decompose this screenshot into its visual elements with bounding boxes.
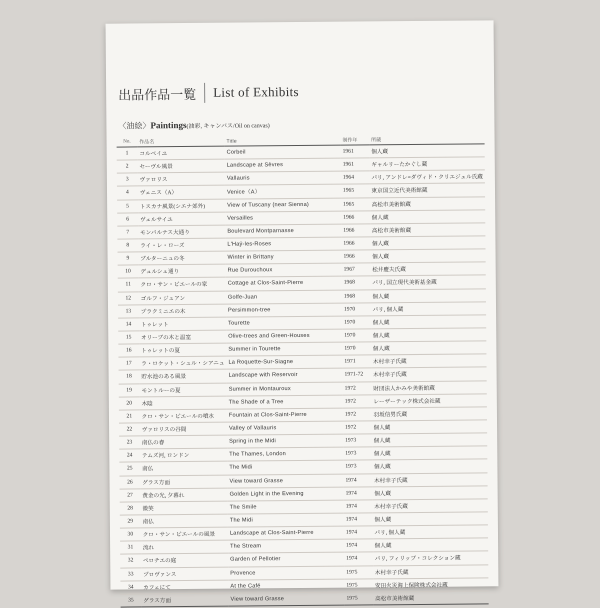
cell-japanese-title: セーヴル風景 [137, 159, 224, 173]
cell-japanese-title: ゴルフ・ジュアン [139, 291, 226, 305]
cell-title: Provence [228, 566, 344, 580]
cell-title: Fountain at Clos-Saint-Pierre [227, 408, 343, 422]
cell-collection: 木村幸子氏蔵 [372, 499, 488, 513]
cell-no: 14 [118, 318, 139, 331]
cell-year: 1966 [341, 224, 370, 237]
cell-collection: 木村幸子氏蔵 [372, 472, 488, 486]
cell-collection: 個人蔵 [372, 459, 488, 473]
cell-no: 16 [118, 344, 139, 357]
cell-no: 30 [120, 528, 141, 541]
cell-year: 1975 [344, 592, 373, 605]
cell-no: 10 [118, 265, 139, 278]
cell-title: Versailles [225, 211, 341, 225]
cell-year: 1974 [344, 500, 373, 513]
cell-year: 1974 [344, 552, 373, 565]
cell-collection: 木村幸子氏蔵 [373, 564, 489, 578]
header-title: Title [224, 136, 340, 147]
cell-year: 1973 [343, 460, 372, 473]
cell-title: View toward Grasse [227, 474, 343, 488]
cell-title: Vallauris [225, 171, 341, 185]
cell-year: 1972 [343, 408, 372, 421]
cell-title: The Midi [228, 513, 344, 527]
cell-year: 1970 [342, 303, 371, 316]
cell-year: 1975 [344, 565, 373, 578]
cell-collection: パリ, アンドレ=ダヴィド・クリエジェル氏蔵 [369, 170, 485, 184]
cell-no: 22 [119, 423, 140, 436]
cell-japanese-title: 南仏の春 [140, 435, 227, 449]
cell-collection: 松井慶夫氏蔵 [370, 262, 486, 276]
cell-title: Golden Light in the Evening [228, 487, 344, 501]
cell-year: 1967 [342, 263, 371, 276]
cell-no: 17 [118, 357, 139, 370]
cell-year: 1973 [343, 447, 372, 460]
cell-no: 31 [120, 541, 141, 554]
cell-collection: 高松市美術館蔵 [373, 591, 489, 605]
cell-collection: 個人蔵 [371, 315, 487, 329]
exhibits-table [117, 134, 489, 607]
cell-title: La Roquette-Sur-Siagne [226, 355, 342, 369]
cell-year: 1974 [343, 473, 372, 486]
table-body [117, 144, 489, 607]
cell-collection: 個人蔵 [370, 210, 486, 224]
cell-no: 19 [119, 383, 140, 396]
cell-year: 1974 [344, 513, 373, 526]
cell-collection: 個人蔵 [372, 446, 488, 460]
section-japanese: 〈油絵〉 [118, 121, 151, 131]
cell-title: Tourette [226, 316, 342, 330]
cell-year: 1973 [343, 434, 372, 447]
cell-no: 6 [117, 213, 138, 226]
cell-japanese-title: テムズ河, ロンドン [140, 448, 227, 462]
cell-japanese-title: クロ・サン・ピエールの噴水 [140, 409, 227, 423]
cell-japanese-title: カフェにて [141, 580, 228, 594]
cell-no: 32 [120, 554, 141, 567]
cell-year: 1961 [341, 145, 370, 158]
cell-collection: 木村幸子氏蔵 [371, 354, 487, 368]
heading-divider [204, 83, 205, 103]
cell-collection: 個人蔵 [371, 341, 487, 355]
cell-collection: 個人蔵 [372, 433, 488, 447]
cell-collection: 個人蔵 [369, 144, 485, 158]
cell-year: 1966 [341, 250, 370, 263]
cell-japanese-title: ラ・ロケット・シュル・シアニュ [139, 356, 226, 370]
cell-collection: 個人蔵 [372, 420, 488, 434]
cell-japanese-title: 木陰 [139, 396, 226, 410]
cell-title: At the Café [228, 579, 344, 593]
cell-title: View of Tuscany (near Sienna) [225, 198, 341, 212]
cell-no: 8 [117, 239, 138, 252]
cell-title: Boulevard Montparnasse [225, 224, 341, 238]
cell-japanese-title: プラクミニエの木 [139, 304, 226, 318]
cell-no: 13 [118, 305, 139, 318]
cell-japanese-title: モントルーの夏 [139, 383, 226, 397]
cell-no: 27 [120, 489, 141, 502]
cell-title: Winter in Brittany [225, 250, 341, 264]
cell-title: Olive-trees and Green-Houses [226, 329, 342, 343]
cell-no: 1 [117, 147, 138, 160]
cell-title: The Shade of a Tree [227, 395, 343, 409]
cell-no: 5 [117, 199, 138, 212]
cell-title: Summer in Tourette [226, 342, 342, 356]
cell-no: 29 [120, 515, 141, 528]
document-page [106, 20, 499, 605]
cell-no: 9 [118, 252, 139, 265]
cell-year: 1970 [342, 342, 371, 355]
cell-no: 4 [117, 186, 138, 199]
cell-no: 20 [119, 397, 140, 410]
cell-title: View toward Grasse [228, 592, 344, 606]
cell-collection: 高松市美術館蔵 [370, 223, 486, 237]
cell-japanese-title: ライ・レ・ローズ [138, 238, 225, 252]
cell-no: 15 [118, 331, 139, 344]
section-label [118, 119, 269, 131]
cell-no: 11 [118, 278, 139, 291]
cell-japanese-title: 微笑 [140, 501, 227, 515]
cell-japanese-title: トゥレットの夏 [139, 343, 226, 357]
cell-title: Corbeil [225, 145, 341, 159]
cell-title: Venice（A） [225, 185, 341, 199]
cell-no: 26 [119, 475, 140, 488]
cell-no: 35 [121, 594, 142, 607]
cell-japanese-title: 南仏 [140, 462, 227, 476]
cell-title: The Stream [228, 539, 344, 553]
cell-japanese-title: 南仏 [141, 514, 228, 528]
cell-japanese-title: プロヴァンス [141, 567, 228, 581]
cell-title: Spring in the Midi [227, 434, 343, 448]
cell-no: 2 [117, 160, 138, 173]
cell-japanese-title: デュルシュ通り [138, 264, 225, 278]
cell-collection: パリ, 個人蔵 [372, 525, 488, 539]
cell-year: 1974 [344, 487, 373, 500]
cell-collection: 個人蔵 [370, 288, 486, 302]
cell-title: Landscape at Clos-Saint-Pierre [228, 526, 344, 540]
cell-year: 1968 [342, 289, 371, 302]
cell-year: 1968 [342, 276, 371, 289]
page-heading [118, 77, 299, 109]
cell-japanese-title: トゥレット [139, 317, 226, 331]
cell-year: 1972 [343, 421, 372, 434]
cell-no: 3 [117, 173, 138, 186]
cell-collection: レーザーテック株式会社蔵 [371, 394, 487, 408]
cell-title: Valley of Vallauris [227, 421, 343, 435]
cell-japanese-title: ヴァロリスの谷間 [140, 422, 227, 436]
cell-collection: 高松市美術館蔵 [370, 196, 486, 210]
cell-title: Cottage at Clos-Saint-Pierre [226, 277, 342, 291]
section-english: Paintings [150, 120, 187, 131]
cell-title: The Thames, London [227, 447, 343, 461]
cell-year: 1965 [341, 197, 370, 210]
cell-japanese-title: トスカナ風景(シエナ郊外) [138, 199, 225, 213]
cell-japanese-title: ヴェルサイユ [138, 212, 225, 226]
header-no: No. [117, 137, 138, 147]
cell-collection: 羽坂信男氏蔵 [371, 407, 487, 421]
cell-no: 7 [117, 226, 138, 239]
cell-no: 18 [119, 370, 140, 383]
cell-japanese-title: コルベイユ [137, 146, 224, 160]
cell-year: 1971-72 [342, 368, 371, 381]
cell-japanese-title: 黄金の光, 夕暮れ [140, 488, 227, 502]
cell-year: 1972 [343, 395, 372, 408]
cell-japanese-title: ヴァロリス [138, 172, 225, 186]
cell-title: Persimmon-tree [226, 303, 342, 317]
cell-year: 1974 [344, 526, 373, 539]
cell-year: 1970 [342, 316, 371, 329]
heading-japanese: 出品作品一覧 [118, 86, 197, 103]
cell-collection: パリ, フィリップ・コレクション蔵 [373, 551, 489, 565]
cell-title: Summer in Montauroux [227, 382, 343, 396]
cell-no: 24 [119, 449, 140, 462]
cell-japanese-title: ブルターニュの冬 [138, 251, 225, 265]
cell-title: The Midi [227, 461, 343, 475]
cell-no: 21 [119, 410, 140, 423]
cell-no: 28 [120, 502, 141, 515]
cell-collection: パリ, 個人蔵 [371, 302, 487, 316]
cell-year: 1970 [342, 329, 371, 342]
cell-no: 25 [119, 462, 140, 475]
cell-japanese-title: ペロチエの庭 [141, 554, 228, 568]
cell-japanese-title: 貯水池のある風景 [139, 370, 226, 384]
cell-collection: 個人蔵 [370, 236, 486, 250]
cell-title: L'Haÿ-les-Roses [225, 237, 341, 251]
cell-japanese-title: オリーブの木と温室 [139, 330, 226, 344]
header-collection: 所蔵 [369, 134, 485, 145]
cell-no: 34 [120, 581, 141, 594]
cell-title: Landscape with Reservoir [227, 369, 343, 383]
cell-year: 1961 [341, 158, 370, 171]
cell-collection: 個人蔵 [372, 512, 488, 526]
cell-collection: 財団法人かみや美術館蔵 [371, 380, 487, 394]
cell-collection: 木村幸子氏蔵 [371, 367, 487, 381]
header-japanese-title: 作品名 [137, 137, 224, 147]
table-row [121, 591, 489, 607]
cell-japanese-title: 流れ [141, 540, 228, 554]
cell-japanese-title: グラス方面 [140, 475, 227, 489]
section-note: (油彩, キャンバス/Oil on canvas) [186, 123, 270, 131]
cell-year: 1964 [341, 171, 370, 184]
cell-title: Landscape at Sèvres [225, 158, 341, 172]
heading-english: List of Exhibits [213, 84, 299, 100]
cell-collection: パリ, 国立現代美術基金蔵 [370, 275, 486, 289]
cell-collection: 個人蔵 [373, 538, 489, 552]
cell-title: Rue Durouchoux [226, 263, 342, 277]
cell-year: 1975 [344, 579, 373, 592]
cell-japanese-title: クロ・サン・ピエールの風景 [141, 527, 228, 541]
cell-year: 1974 [344, 539, 373, 552]
cell-no: 12 [118, 291, 139, 304]
cell-collection: 個人蔵 [370, 249, 486, 263]
cell-collection: ギャルリーたかぐし蔵 [369, 157, 485, 171]
cell-collection: 安田火災海上保険株式会社蔵 [373, 578, 489, 592]
cell-year: 1965 [341, 184, 370, 197]
cell-collection: 東京国立近代美術館蔵 [369, 183, 485, 197]
header-year: 制作年 [340, 135, 369, 145]
cell-year: 1971 [342, 355, 371, 368]
cell-collection: 個人蔵 [372, 486, 488, 500]
cell-no: 33 [120, 567, 141, 580]
cell-year: 1966 [341, 211, 370, 224]
cell-japanese-title: ヴェニス（A） [138, 186, 225, 200]
cell-japanese-title: グラス方面 [141, 593, 228, 607]
cell-title: The Smile [228, 500, 344, 514]
cell-title: Golfe-Juan [226, 290, 342, 304]
cell-japanese-title: クロ・サン・ピエールの家 [138, 278, 225, 292]
cell-japanese-title: モンパルナス大通り [138, 225, 225, 239]
cell-title: Garden of Pellotier [228, 553, 344, 567]
cell-year: 1972 [343, 381, 372, 394]
cell-no: 23 [119, 436, 140, 449]
cell-collection: 個人蔵 [371, 328, 487, 342]
cell-year: 1966 [341, 237, 370, 250]
